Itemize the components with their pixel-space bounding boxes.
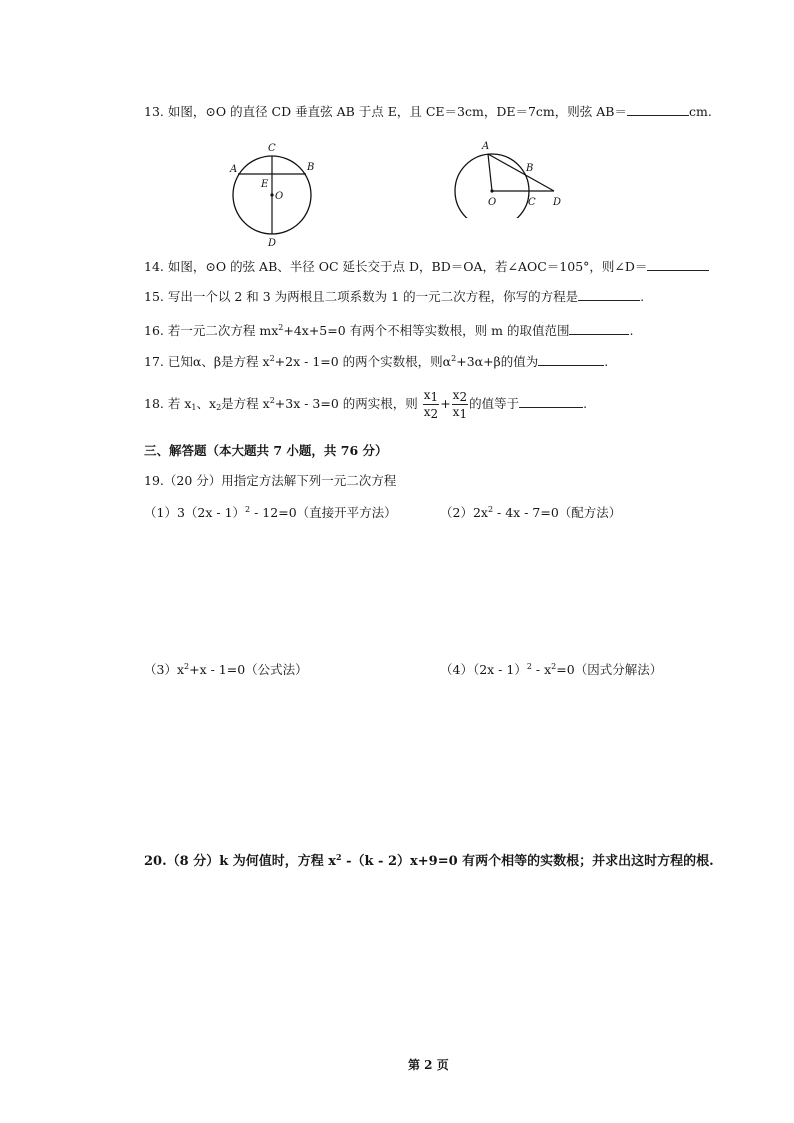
label-b: B bbox=[526, 163, 534, 174]
question-number: 16. bbox=[144, 323, 164, 338]
answer-blank bbox=[538, 353, 604, 366]
section-heading: 三、解答题（本大题共 7 小题，共 76 分） bbox=[144, 443, 388, 458]
label-d: D bbox=[553, 197, 562, 208]
page-number: 第 2 页 bbox=[408, 1058, 449, 1072]
subscript: 2 bbox=[216, 403, 222, 412]
superscript: 2 bbox=[269, 354, 275, 363]
question-text: 写出一个以 2 和 3 为两根且二项系数为 1 的一元二次方程，你写的方程是 bbox=[167, 289, 579, 304]
label-b: B bbox=[307, 162, 315, 173]
superscript: 2 bbox=[451, 354, 457, 363]
question-text: 、x bbox=[196, 396, 217, 411]
answer-blank bbox=[569, 322, 629, 335]
label-a: A bbox=[482, 141, 490, 152]
superscript: 2 bbox=[336, 852, 342, 862]
question-19-part-2: $(2)2x^2 - 4x - 7=0$（配方法） bbox=[440, 505, 622, 520]
question-number: 13. bbox=[144, 104, 164, 119]
question-13 bbox=[144, 103, 712, 121]
question-14 bbox=[144, 258, 709, 276]
question-text: 若一元二次方程 mx bbox=[167, 323, 279, 338]
superscript: 2 bbox=[184, 662, 190, 671]
question-19-part-4: $(4)(2x - 1)^2 - x^2=0$（因式分解法） bbox=[440, 662, 663, 677]
subscript: 1 bbox=[191, 403, 197, 412]
label-o: O bbox=[275, 191, 284, 202]
superscript: 2 bbox=[269, 396, 275, 405]
superscript: 2 bbox=[526, 662, 532, 671]
question-19-part-3: $(3)x^2+x - 1=0$（公式法） bbox=[144, 662, 308, 677]
answer-blank bbox=[647, 258, 709, 271]
period: . bbox=[629, 323, 634, 338]
question-text: +3x - 3=0 的两实根，则 bbox=[274, 396, 418, 411]
question-15 bbox=[144, 288, 644, 306]
superscript: 2 bbox=[551, 662, 557, 671]
question-number: 15. bbox=[144, 289, 164, 304]
question-text: 如图，⊙O 的弦 AB、半径 OC 延长交于点 D，BD＝OA，若∠AOC＝105°，则∠D＝ bbox=[167, 259, 648, 274]
question-text: +3α+β的值为 bbox=[456, 354, 539, 369]
label-c: C bbox=[528, 197, 536, 208]
question-text: 已知α、β是方程 x bbox=[167, 354, 270, 369]
circle-diagram-1 bbox=[222, 138, 322, 250]
unit-text: cm. bbox=[688, 104, 712, 119]
period: . bbox=[583, 396, 588, 411]
answer-blank bbox=[627, 103, 689, 116]
question-text: +4x+5=0 有两个不相等实数根，则 m 的取值范围 bbox=[283, 323, 570, 338]
period: . bbox=[604, 354, 609, 369]
question-19-header: 19.（20 分）用指定方法解下列一元二次方程 bbox=[144, 473, 397, 488]
question-20: 20.（8 分）k 为何值时，方程 $x^2$ -（k - 2）x+9=0 有两个相等的实数根；并求出这时方程的根. bbox=[144, 852, 714, 869]
question-text: 如图，⊙O 的直径 CD 垂直弦 AB 于点 E，且 CE＝3cm，DE＝7cm，则弦 AB＝ bbox=[167, 104, 627, 119]
label-c: C bbox=[268, 143, 276, 154]
fraction-x1-over-x2: $\frac{x1}{x2}$ bbox=[423, 388, 439, 421]
superscript: 2 bbox=[278, 323, 284, 332]
question-text: 若 x bbox=[167, 396, 192, 411]
label-e: E bbox=[261, 179, 269, 190]
answer-blank bbox=[578, 288, 640, 301]
question-text: 的值等于 bbox=[469, 396, 520, 411]
period: . bbox=[640, 289, 645, 304]
answer-blank bbox=[519, 395, 583, 408]
label-d: D bbox=[268, 238, 277, 249]
question-18: 18. 若 $x_1$、$x_2$是方程 $x^2+3x - 3=0$ 的两实根，则 $\frac{x1}{x2}$ + $\frac{x2}{x1}$ 的值等于 . bbox=[144, 388, 588, 421]
superscript: 2 bbox=[245, 505, 251, 514]
superscript: 2 bbox=[487, 505, 494, 514]
label-a: A bbox=[230, 164, 238, 175]
question-text: 是方程 x bbox=[221, 396, 270, 411]
fraction-x2-over-x1: $\frac{x2}{x1}$ bbox=[452, 388, 468, 421]
label-o: O bbox=[488, 197, 497, 208]
question-number: 14. bbox=[144, 259, 164, 274]
question-16 bbox=[144, 319, 633, 340]
question-19-part-1: （1）3（2x - 1）$^2$ - 12=0（直接开平方法） bbox=[144, 505, 397, 520]
question-number: 17. bbox=[144, 354, 164, 369]
circle-diagram-2 bbox=[448, 136, 568, 218]
question-text: +2x - 1=0 的两个实数根，则α bbox=[274, 354, 452, 369]
question-number: 18. bbox=[144, 396, 164, 411]
question-17 bbox=[144, 350, 608, 371]
